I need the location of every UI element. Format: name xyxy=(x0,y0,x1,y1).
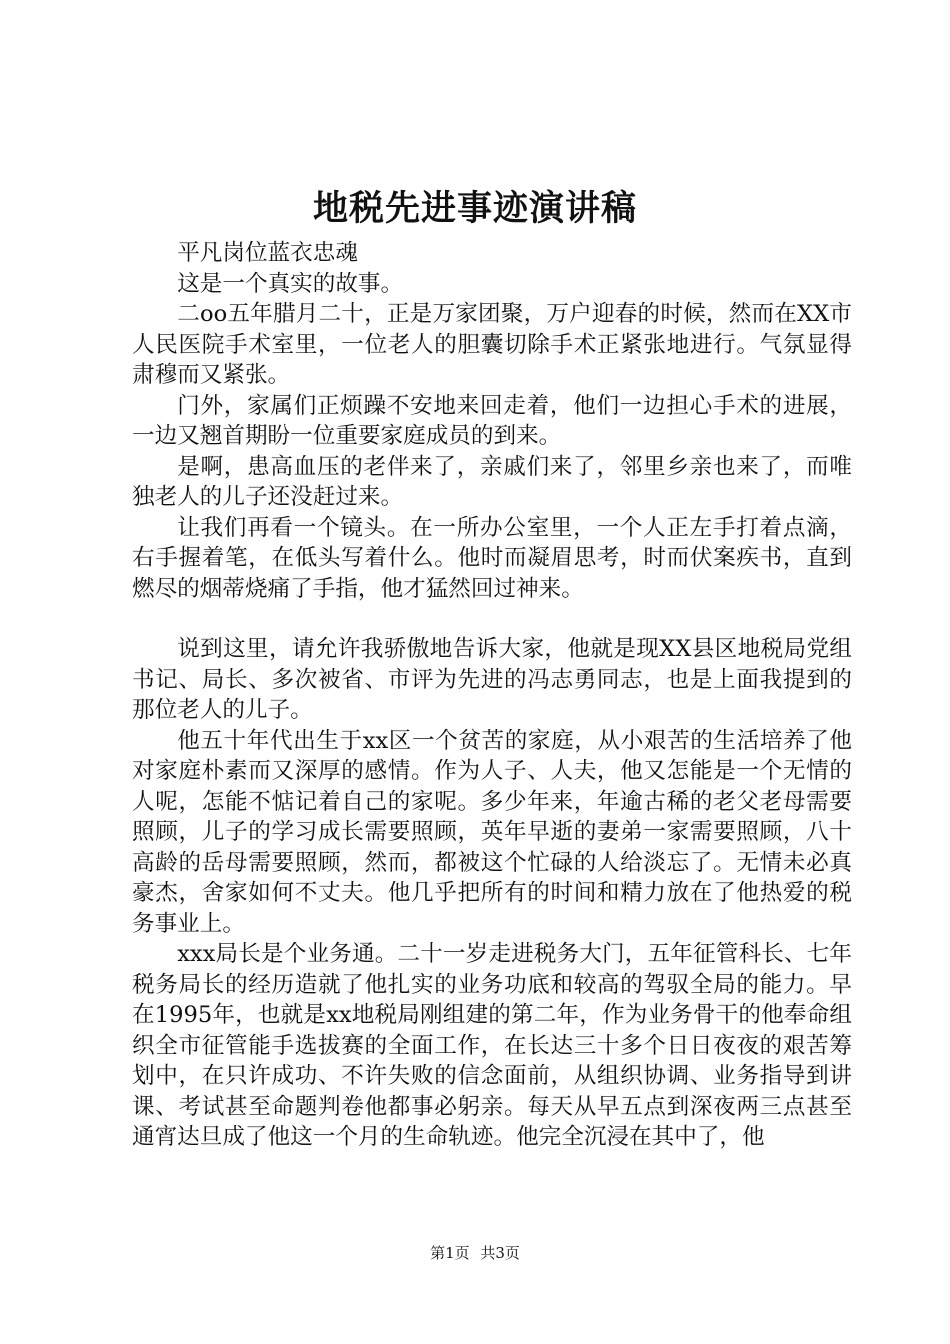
paragraph: 二oo五年腊月二十，正是万家团聚，万户迎春的时候，然而在XX市人民医院手术室里，一位老人的胆囊切除手术正紧张地进行。气氛显得肃穆而又紧张。 xyxy=(132,301,852,388)
page-number: 第1页 xyxy=(430,1244,470,1262)
document-body xyxy=(132,238,852,1153)
paragraph: 他五十年代出生于xx区一个贫苦的家庭，从小艰苦的生活培养了他对家庭朴素而又深厚的感情。作为人子、人夫，他又怎能是一个无情的人呢，怎能不惦记着自己的家呢。多少年来，年逾古稀的老父老母需要照顾，儿子的学习成长需要照顾，英年早逝的妻弟一家需要照顾，八十高龄的岳母需要照顾，然而，都被这个忙碌的人给淡忘了。无情未必真豪杰，舍家如何不丈夫。他几乎把所有的时间和精力放在了他热爱的税务事业上。 xyxy=(132,727,852,937)
paragraph: 让我们再看一个镜头。在一所办公室里，一个人正左手打着点滴，右手握着笔，在低头写着什么。他时而凝眉思考，时而伏案疾书，直到燃尽的烟蒂烧痛了手指，他才猛然回过神来。 xyxy=(132,514,852,602)
page-total: 共3页 xyxy=(480,1244,520,1262)
paragraph: 说到这里，请允许我骄傲地告诉大家，他就是现XX县区地税局党组书记、局长、多次被省、市评为先进的冯志勇同志，也是上面我提到的那位老人的儿子。 xyxy=(132,636,852,723)
page-footer xyxy=(0,1243,950,1263)
paragraph: 门外，家属们正烦躁不安地来回走着，他们一边担心手术的进展，一边又翘首期盼一位重要家庭成员的到来。 xyxy=(132,392,852,449)
paragraph: 是啊，患高血压的老伴来了，亲戚们来了，邻里乡亲也来了，而唯独老人的儿子还没赶过来。 xyxy=(132,453,852,510)
paragraph: xxx局长是个业务通。二十一岁走进税务大门，五年征管科长、七年税务局长的经历造就了他扎实的业务功底和较高的驾驭全局的能力。早在1995年，也就是xx地税局刚组建的第二年，作为业务骨干的他奉命组织全市征管能手选拔赛的全面工作，在长达三十多个日日夜夜的艰苦筹划中，在只许成功、不许失败的信念面前，从组织协调、业务指导到讲课、考试甚至命题判卷他都事必躬亲。每天从早五点到深夜两三点甚至通宵达旦成了他这一个月的生命轨迹。他完全沉浸在其中了，他 xyxy=(132,941,852,1150)
paragraph: 平凡岗位蓝衣忠魂 xyxy=(177,240,358,266)
document-title: 地税先进事迹演讲稿 xyxy=(312,188,637,229)
paragraph: 这是一个真实的故事。 xyxy=(177,270,404,297)
